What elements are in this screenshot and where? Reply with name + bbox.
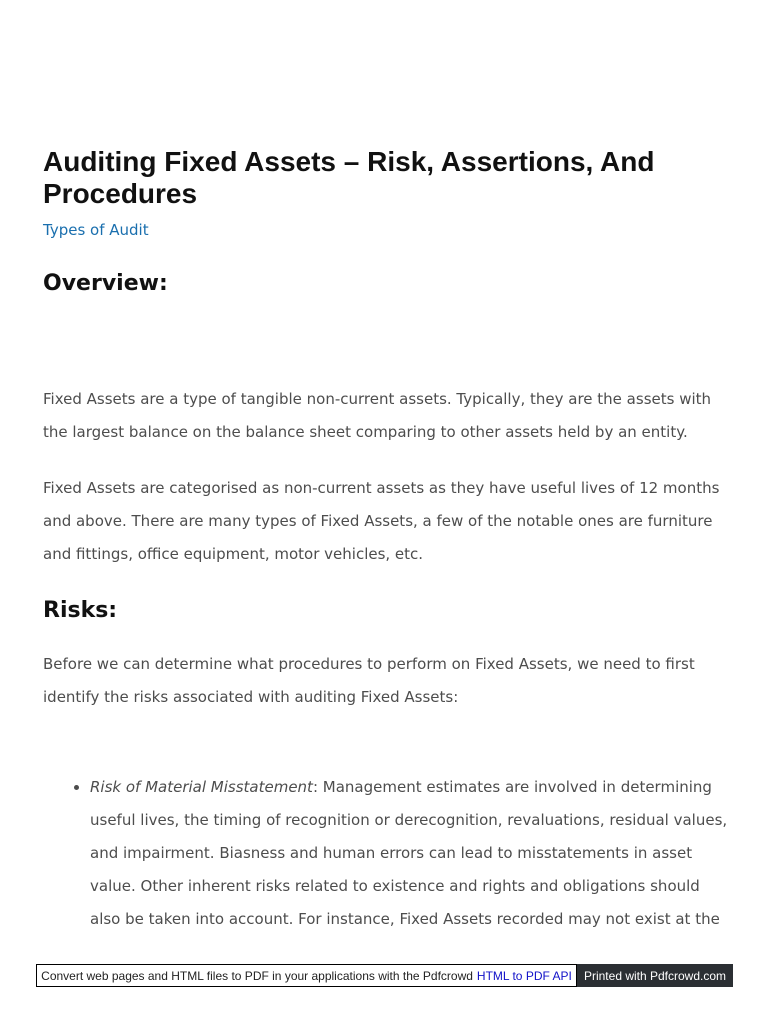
risk-description: : Management estimates are involved in determining useful lives, the timing of recognition or derecognition, revaluations, residual values, and impairment. Biasness and human errors can lead to misstatements in asset value. Other inherent risks related to existence and rights and obligations should also be taken into account. For instance, Fixed Assets recorded may not exist at the	[90, 778, 728, 928]
overview-paragraph-1: Fixed Assets are a type of tangible non-current assets. Typically, they are the assets with the largest balance on the balance sheet comparing to other assets held by an entity.	[43, 390, 712, 441]
risks-intro-paragraph: Before we can determine what procedures to perform on Fixed Assets, we need to first identify the risks associated with auditing Fixed Assets:	[43, 655, 695, 706]
footer-promo-text: Convert web pages and HTML files to PDF in your applications with the Pdfcrowd	[41, 968, 473, 983]
risks-list	[43, 771, 728, 936]
printed-with-badge[interactable]: Printed with Pdfcrowd.com	[577, 964, 733, 987]
footer-promo	[36, 964, 577, 987]
category-link-types-of-audit[interactable]: Types of Audit	[43, 221, 149, 239]
risks-heading: Risks:	[43, 598, 118, 623]
overview-heading: Overview:	[43, 271, 168, 296]
list-item	[90, 771, 728, 936]
risk-term: Risk of Material Misstatement	[90, 778, 313, 796]
pdfcrowd-footer	[36, 964, 733, 987]
page-title: Auditing Fixed Assets – Risk, Assertions, And Procedures	[43, 146, 655, 209]
overview-paragraph-2: Fixed Assets are categorised as non-current assets as they have useful lives of 12 months and above. There are many types of Fixed Assets, a few of the notable ones are furniture and fittings, office equipment, motor vehicles, etc.	[43, 479, 720, 563]
article-content	[43, 146, 728, 936]
html-to-pdf-api-link[interactable]: HTML to PDF API	[476, 968, 572, 983]
